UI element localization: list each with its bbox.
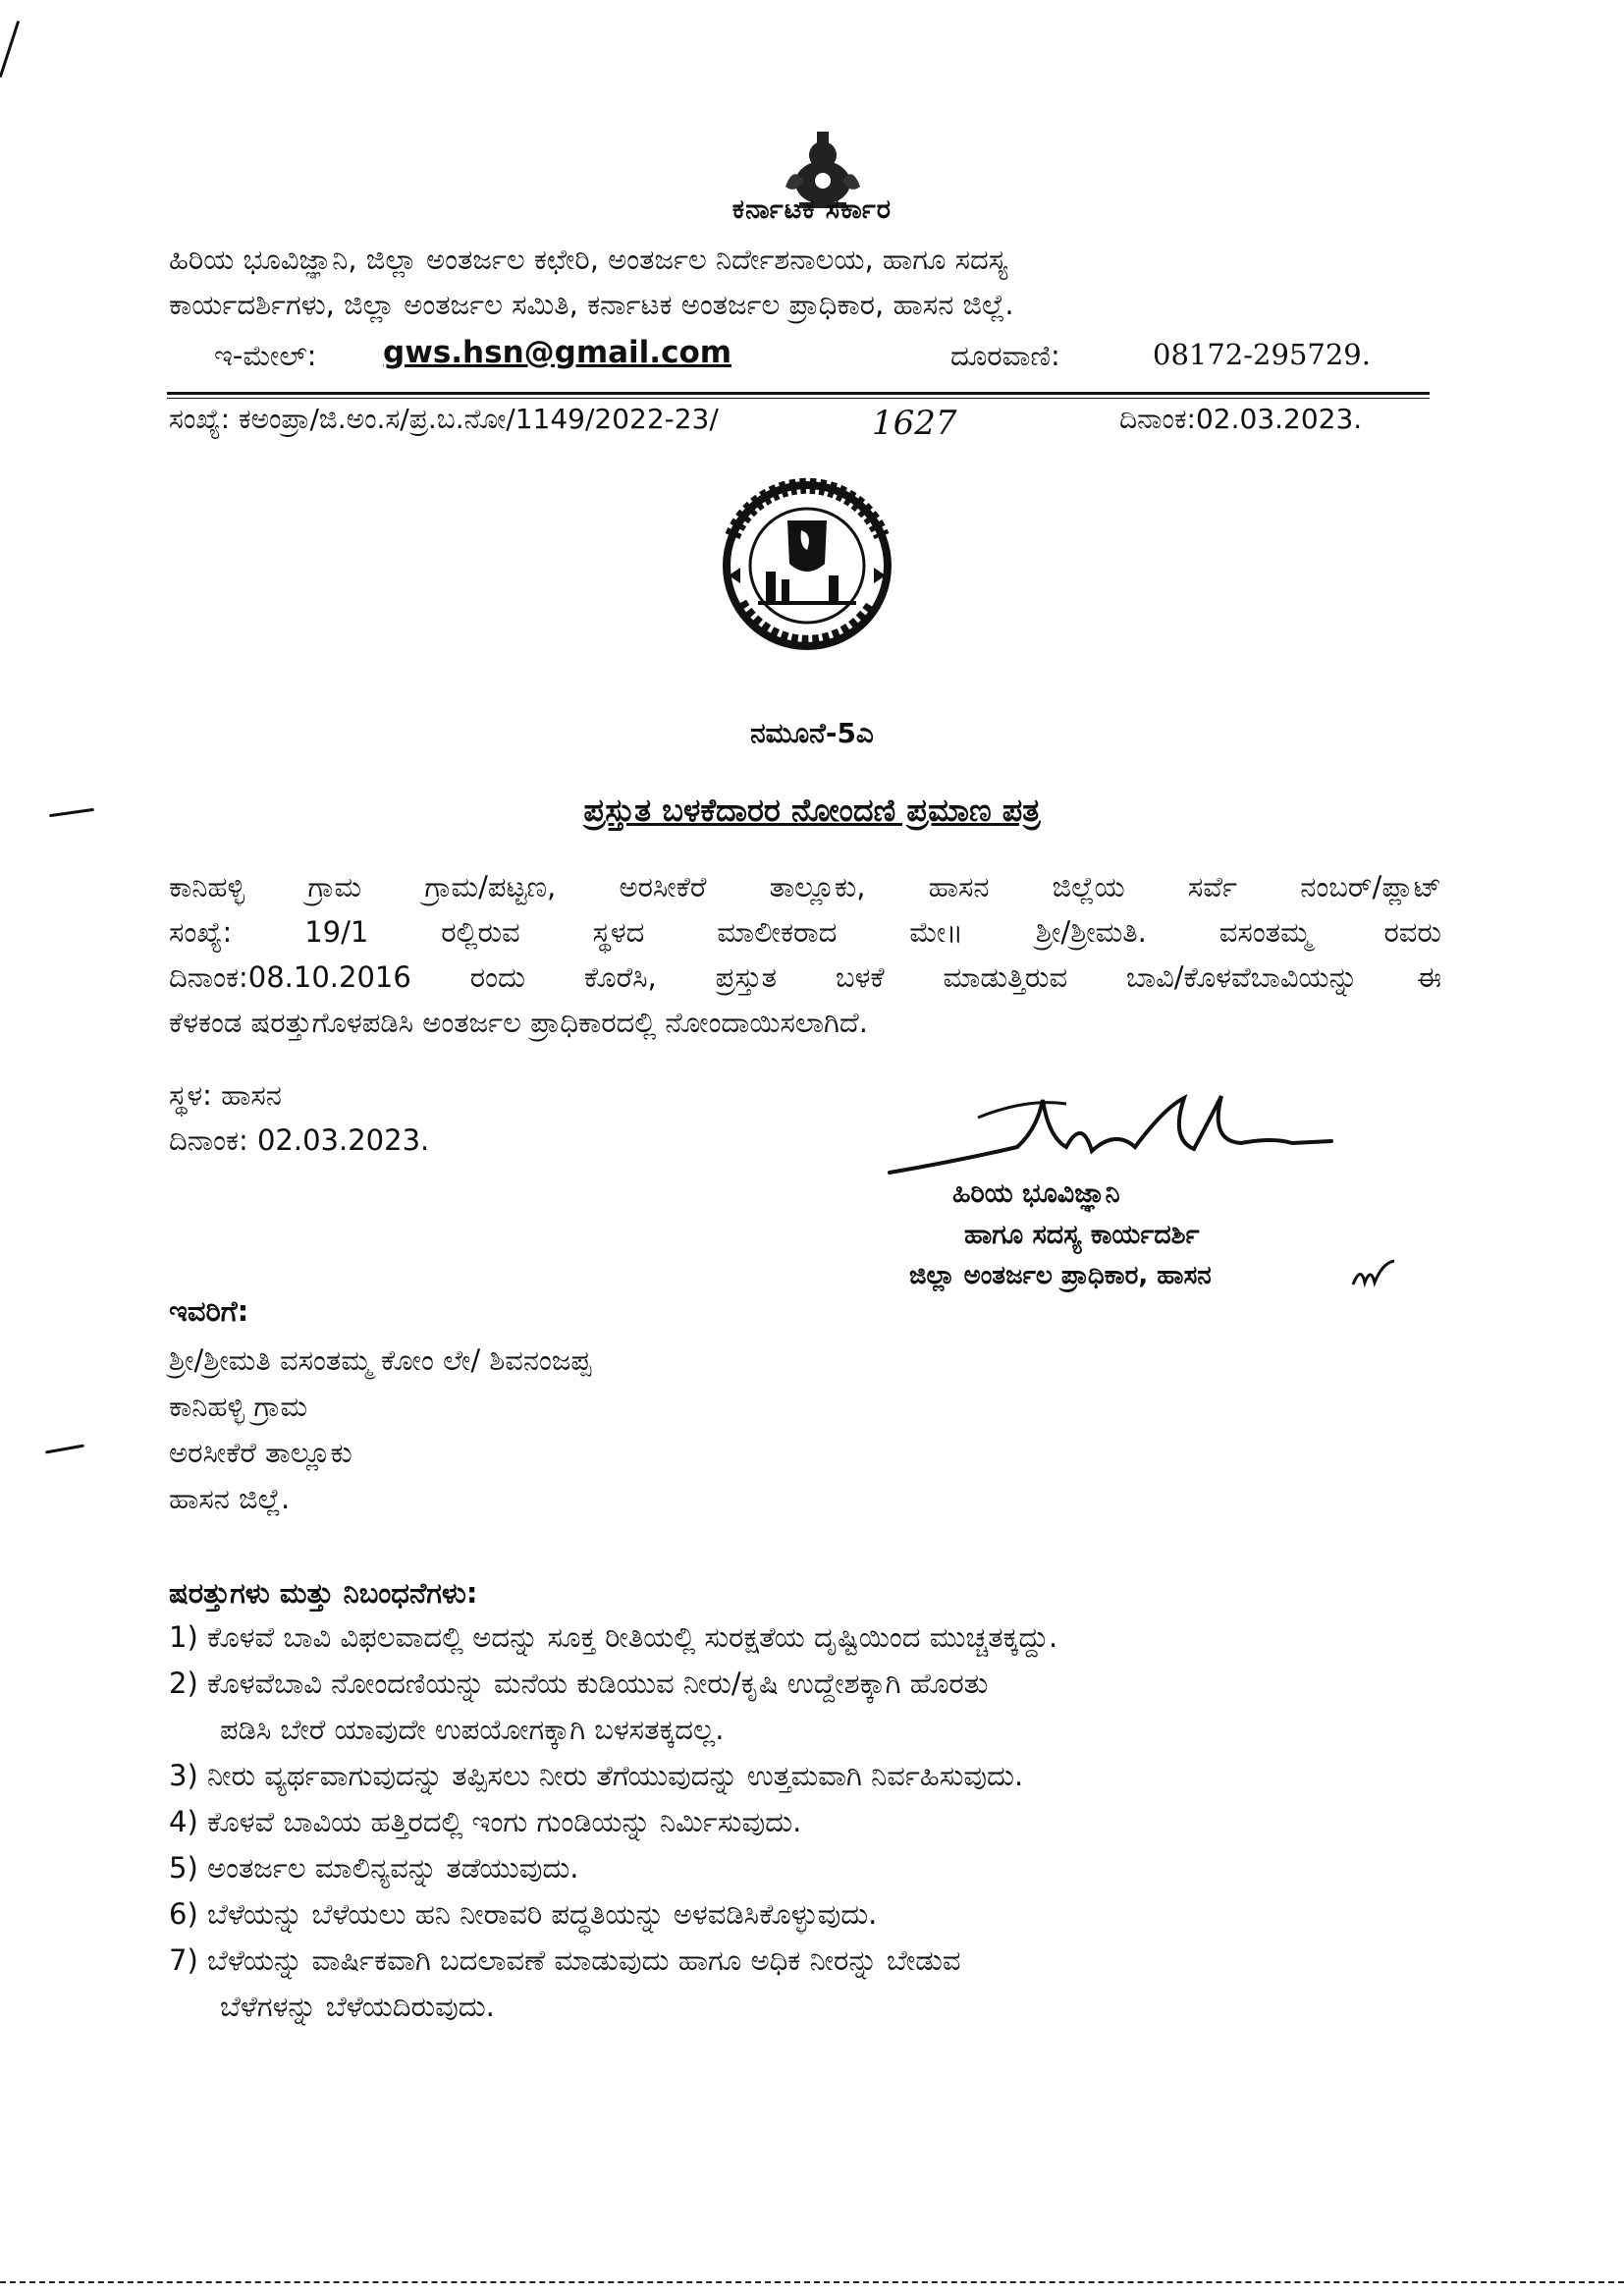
handwritten-reference-suffix: 1627 (872, 404, 957, 443)
phone-label: ದೂರವಾಣಿ: (950, 339, 1060, 372)
header-divider (167, 392, 1430, 395)
body-line-4: ಕೆಳಕಂಡ ಷರತ್ತುಗೊಳಪಡಿಸಿ ಅಂತರ್ಜಲ ಪ್ರಾಧಿಕಾರದಲ್ಲಿ ನೋಂದಾಯಿಸಲಾಗಿದೆ. (169, 1006, 868, 1039)
initials-scribble-icon (1349, 1255, 1398, 1294)
handwritten-signature-icon (870, 1078, 1400, 1186)
email-link[interactable]: gws.hsn@gmail.com (383, 335, 732, 370)
signature-block (870, 1078, 1400, 1294)
form-number: ನಮೂನೆ-5ಎ (750, 717, 874, 749)
signatory-designation-3: ಜಿಲ್ಲಾ ಅಂತರ್ಜಲ ಪ್ರಾಧಿಕಾರ, ಹಾಸನ (909, 1261, 1212, 1290)
scan-mark-top-left (0, 21, 20, 78)
condition-item: 2) ಕೊಳವೆಬಾವಿ ನೋಂದಣಿಯನ್ನು ಮನೆಯ ಕುಡಿಯುವ ನೀರು/ಕೃಷಿ ಉದ್ದೇಶಕ್ಕಾಗಿ ಹೊರತು (169, 1667, 989, 1700)
body-line-3: ದಿನಾಂಕ:08.10.2016 ರಂದು ಕೊರೆಸಿ, ಪ್ರಸ್ತುತ ಬಳಕೆ ಮಾಡುತ್ತಿರುವ ಬಾವಿ/ಕೊಳವೆಬಾವಿಯನ್ನು ಈ (169, 960, 1441, 994)
body-line-2: ಸಂಖ್ಯೆ: 19/1 ರಲ್ಲಿರುವ ಸ್ಥಳದ ಮಾಲೀಕರಾದ ಮೇ॥ ಶ್ರೀ/ಶ್ರೀಮತಿ. ವಸಂತಮ್ಮ ರವರು (169, 915, 1441, 949)
reference-number: ಸಂಖ್ಯೆ: ಕಅಂಪ್ರಾ/ಜಿ.ಅಂ.ಸ/ಪ್ರ.ಬ.ನೋ/1149/2022-23/ (169, 403, 719, 435)
condition-item: 4) ಕೊಳವೆ ಬಾವಿಯ ಹತ್ತಿರದಲ್ಲಿ ಇಂಗು ಗುಂಡಿಯನ್ನು ನಿರ್ಮಿಸುವುದು. (169, 1805, 802, 1838)
certificate-title-text: ಪ್ರಸ್ತುತ ಬಳಕೆದಾರರ ನೋಂದಣಿ ಪ್ರಮಾಣ ಪತ್ರ (583, 792, 1041, 829)
issue-date: ದಿನಾಂಕ: 02.03.2023. (169, 1123, 430, 1157)
condition-item: 6) ಬೆಳೆಯನ್ನು ಬೆಳೆಯಲು ಹನಿ ನೀರಾವರಿ ಪದ್ಧತಿಯನ್ನು ಅಳವಡಿಸಿಕೊಳ್ಳುವುದು. (169, 1897, 878, 1931)
email-label: ಇ-ಮೇಲ್: (214, 339, 317, 372)
certificate-title (0, 792, 1624, 830)
office-address-line-2: ಕಾರ್ಯದರ್ಶಿಗಳು, ಜಿಲ್ಲಾ ಅಂತರ್ಜಲ ಸಮಿತಿ, ಕರ್ನಾಟಕ ಅಂತರ್ಜಲ ಪ್ರಾಧಿಕಾರ, ಹಾಸನ ಜಿಲ್ಲೆ. (169, 288, 1014, 321)
condition-item: 1) ಕೊಳವೆ ಬಾವಿ ವಿಫಲವಾದಲ್ಲಿ ಅದನ್ನು ಸೂಕ್ತ ರೀತಿಯಲ್ಲಿ ಸುರಕ್ಷತೆಯ ದೃಷ್ಟಿಯಿಂದ ಮುಚ್ಚತಕ್ಕದ್ದು. (169, 1620, 1058, 1654)
scan-mark-left-2 (45, 1445, 84, 1454)
condition-item-continued: ಪಡಿಸಿ ಬೇರೆ ಯಾವುದೇ ಉಪಯೋಗಕ್ಕಾಗಿ ಬಳಸತಕ್ಕದಲ್ಲ. (220, 1713, 725, 1746)
phone-number: 08172-295729. (1153, 338, 1371, 371)
signatory-designation-1: ಹಿರಿಯ ಭೂವಿಜ್ಞಾನಿ (952, 1178, 1120, 1209)
addressee-line-2: ಕಾನಿಹಳ್ಳಿ ಗ್ರಾಮ (169, 1390, 308, 1423)
body-line-1: ಕಾನಿಹಳ್ಳಿ ಗ್ರಾಮ ಗ್ರಾಮ/ಪಟ್ಟಣ, ಅರಸೀಕೆರೆ ತಾಲ್ಲೂಕು, ಹಾಸನ ಜಿಲ್ಲೆಯ ಸರ್ವೆ ನಂಬರ್/ಪ್ಲಾಟ್ (169, 870, 1441, 903)
groundwater-authority-seal-icon (719, 477, 895, 654)
signatory-designation-2: ಹಾಗೂ ಸದಸ್ಯ ಕಾರ್ಯದರ್ಶಿ (964, 1220, 1200, 1250)
condition-item: 7) ಬೆಳೆಯನ್ನು ವಾರ್ಷಿಕವಾಗಿ ಬದಲಾವಣೆ ಮಾಡುವುದು ಹಾಗೂ ಅಧಿಕ ನೀರನ್ನು ಬೇಡುವ (169, 1943, 961, 1977)
condition-item: 3) ನೀರು ವ್ಯರ್ಥವಾಗುವುದನ್ನು ತಪ್ಪಿಸಲು ನೀರು ತೆಗೆಯುವುದನ್ನು ಉತ್ತಮವಾಗಿ ನಿರ್ವಹಿಸುವುದು. (169, 1759, 1024, 1792)
condition-item-continued: ಬೆಳೆಗಳನ್ನು ಬೆಳೆಯದಿರುವುದು. (220, 1990, 495, 2023)
bottom-dashed-line (0, 2281, 1624, 2283)
place: ಸ್ಥಳ: ಹಾಸನ (169, 1078, 282, 1112)
reference-date: ದಿನಾಂಕ:02.03.2023. (1119, 403, 1363, 435)
addressee-line-1: ಶ್ರೀ/ಶ್ರೀಮತಿ ವಸಂತಮ್ಮ ಕೋಂ ಲೇ/ ಶಿವನಂಜಪ್ಪ (169, 1343, 592, 1377)
condition-item: 5) ಅಂತರ್ಜಲ ಮಾಲಿನ್ಯವನ್ನು ತಡೆಯುವುದು. (169, 1851, 579, 1885)
addressee-line-4: ಹಾಸನ ಜಿಲ್ಲೆ. (169, 1482, 291, 1515)
addressee-label: ಇವರಿಗೆ: (169, 1294, 249, 1328)
conditions-heading: ಷರತ್ತುಗಳು ಮತ್ತು ನಿಬಂಧನೆಗಳು: (169, 1576, 478, 1610)
header-divider-thin (167, 398, 1430, 399)
government-title: ಕರ್ನಾಟಕ ಸರ್ಕಾರ (731, 194, 893, 225)
office-address-line-1: ಹಿರಿಯ ಭೂವಿಜ್ಞಾನಿ, ಜಿಲ್ಲಾ ಅಂತರ್ಜಲ ಕಛೇರಿ, ಅಂತರ್ಜಲ ನಿರ್ದೇಶನಾಲಯ, ಹಾಗೂ ಸದಸ್ಯ (169, 243, 1008, 276)
addressee-line-3: ಅರಸೀಕೆರೆ ತಾಲ್ಲೂಕು (169, 1436, 352, 1469)
